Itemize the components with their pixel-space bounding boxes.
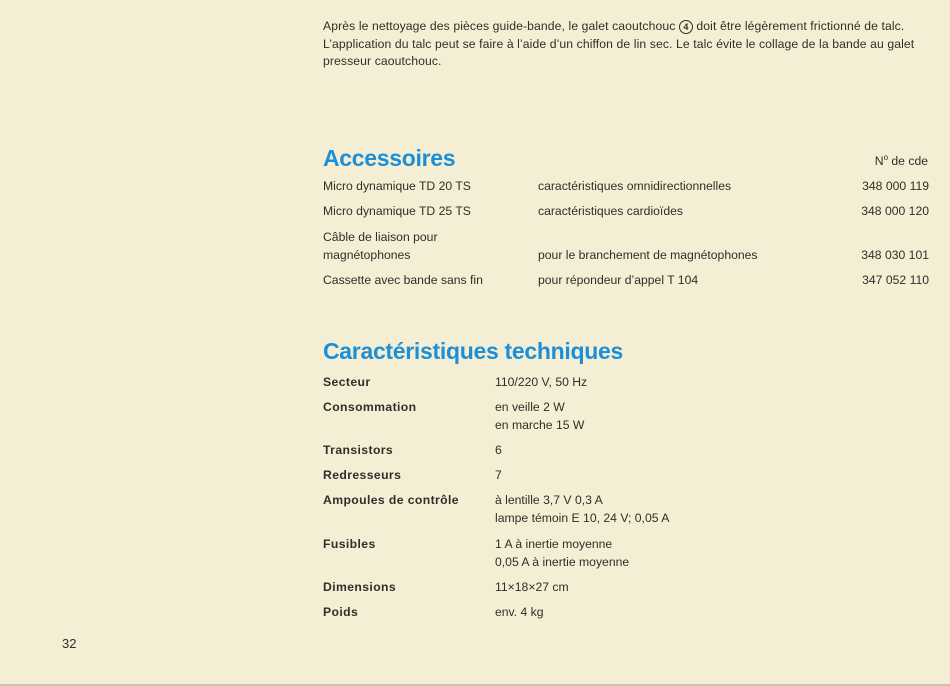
- page-number: 32: [62, 636, 77, 651]
- spec-value: [495, 398, 584, 434]
- accessory-code: 348 000 119: [862, 179, 929, 193]
- accessory-item-line2: magnétophones: [323, 247, 411, 262]
- spec-value-line2: 0,05 A à inertie moyenne: [495, 555, 630, 569]
- order-header-prefix: N: [874, 154, 884, 168]
- spec-value: 7: [495, 468, 502, 482]
- spec-value: 11×18×27 cm: [495, 580, 569, 594]
- accessory-item: Micro dynamique TD 20 TS: [323, 179, 471, 193]
- spec-value: 6: [495, 443, 502, 457]
- accessory-item: Cassette avec bande sans fin: [323, 273, 483, 287]
- accessory-description: caractéristiques cardioïdes: [538, 204, 683, 218]
- order-header-symbol: o: [883, 153, 889, 162]
- accessory-item-line1: Câble de liaison pour: [323, 230, 438, 244]
- spec-label: Transistors: [323, 443, 394, 457]
- accessories-title: Accessoires: [323, 145, 456, 171]
- accessory-description: pour répondeur d’appel T 104: [538, 273, 699, 287]
- circled-number: 4: [679, 20, 693, 34]
- accessory-description: pour le branchement de magnétophones: [538, 248, 758, 262]
- accessory-code: 347 052 110: [862, 273, 929, 287]
- intro-paragraph: [323, 18, 929, 71]
- spec-label: Dimensions: [323, 580, 397, 594]
- accessory-description: caractéristiques omnidirectionnelles: [538, 179, 732, 193]
- spec-value-line2: lampe témoin E 10, 24 V; 0,05 A: [495, 511, 670, 525]
- spec-value-line1: en veille 2 W: [495, 400, 565, 414]
- order-number-header: [875, 153, 928, 168]
- accessory-item: Micro dynamique TD 25 TS: [323, 204, 471, 218]
- order-header-suffix: de cde: [888, 154, 928, 168]
- spec-label: Secteur: [323, 375, 371, 389]
- accessory-code: 348 030 101: [861, 248, 929, 262]
- spec-label: Consommation: [323, 400, 417, 414]
- spec-label: Fusibles: [323, 537, 376, 551]
- intro-text-start: Après le nettoyage des pièces guide-bande, le galet caoutchouc: [323, 19, 679, 33]
- spec-value-line1: 1 A à inertie moyenne: [495, 537, 613, 551]
- spec-value: env. 4 kg: [495, 605, 544, 619]
- intro-text-end: doit être légèrement frictionné de talc. L’application du talc peut se faire à l’aide d’un chiffon de lin sec. Le talc évite le collage de la bande au galet presseur caoutchouc.: [323, 19, 915, 68]
- spec-label: Poids: [323, 605, 359, 619]
- spec-value: [495, 491, 669, 527]
- accessory-code: 348 000 120: [861, 204, 929, 218]
- specs-title: Caractéristiques techniques: [323, 338, 623, 364]
- spec-label: Redresseurs: [323, 468, 402, 482]
- spec-value-line2: en marche 15 W: [495, 418, 585, 432]
- spec-label: Ampoules de contrôle: [323, 493, 459, 507]
- spec-value: [495, 535, 629, 571]
- spec-value: 110/220 V, 50 Hz: [495, 375, 588, 389]
- accessory-item: [323, 229, 533, 264]
- spec-value-line1: à lentille 3,7 V 0,3 A: [495, 493, 603, 507]
